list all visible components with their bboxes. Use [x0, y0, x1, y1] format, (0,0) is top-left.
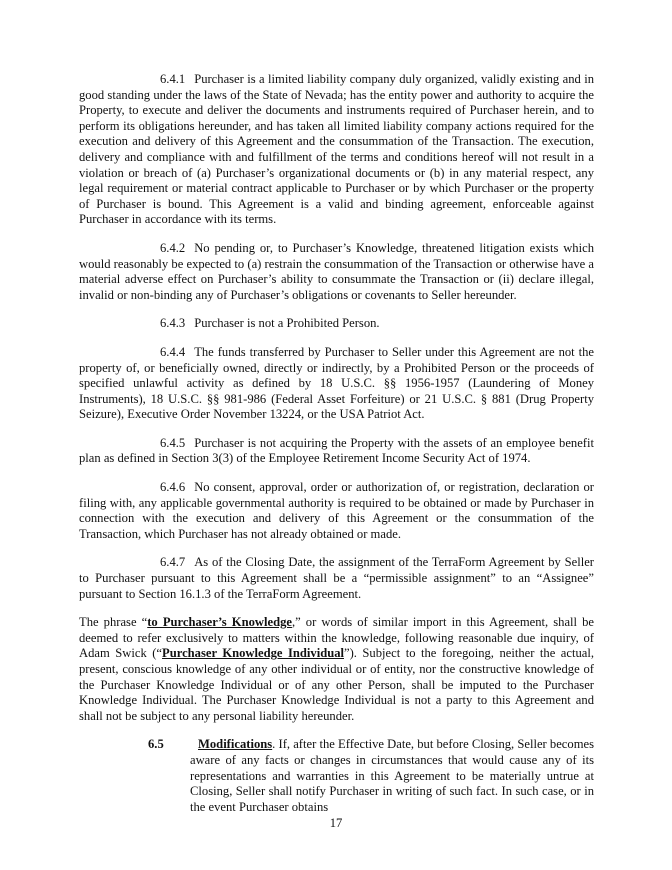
- clause-text: The funds transferred by Purchaser to Seller under this Agreement are not the property of, or beneficially owned, directly or indirectly, by a Prohibited Person or the proceeds of specified unlawful activity as defined by 18 U.S.C. §§ 1956-1957 (Laundering of Money Instruments), 18 U.S.C. §§ 981-986 (Federal Asset Forfeiture) or 21 U.S.C. § 881 (Drug Property Seizure), Executive Order November 13224, or the USA Patriot Act.: [79, 344, 594, 422]
- section-heading: Modifications: [198, 737, 273, 752]
- clause-text: No consent, approval, order or authorization of, or registration, declaration or filing with, any applicable governmental authority is required to be obtained or made by Purchaser in connection with the execution and delivery of this Agreement or the consummation of the Transaction, which Purchaser has not already obtained or made.: [79, 480, 594, 541]
- clause-number: 6.4.6: [160, 480, 186, 495]
- section-number: 6.5: [148, 737, 164, 752]
- paragraph-knowledge-definition: [79, 615, 594, 724]
- clause-text: Purchaser is not acquiring the Property with the assets of an employee benefit plan as defined in Section 3(3) of the Employee Retirement Income Security Act of 1974.: [79, 435, 594, 466]
- clause-text: Purchaser is a limited liability company duly organized, validly existing and in good standing under the laws of the State of Nevada; has the entity power and authority to acquire the Property, to execute and deliver the documents and instruments required of Purchaser herein, and to perform its obligations hereunder, and has taken all limited liability company actions required for the execution and delivery of this Agreement and the consummation of the Transaction. The execution, delivery and compliance with and fulfillment of the terms and conditions hereof will not result in a violation or breach of (a) Purchaser’s organizational documents or (b) in any material respect, any legal requirement or material contract applicable to Purchaser or by which Purchaser or the property of Purchaser is bound. This Agreement is a valid and binding agreement, enforceable against Purchaser in accordance with its terms.: [79, 72, 594, 227]
- paragraph-6-4-4: [79, 345, 594, 423]
- clause-text: As of the Closing Date, the assignment of the TerraForm Agreement by Seller to Purchaser pursuant to this Agreement shall be a “permissible assignment” to an “Assignee” pursuant to Section 16.1.3 of the TerraForm Agreement.: [79, 555, 594, 601]
- paragraph-6-4-1: [79, 72, 594, 228]
- clause-number: 6.4.1: [160, 72, 186, 86]
- clause-number: 6.4.2: [160, 240, 186, 255]
- section-body: . If, after the Effective Date, but before Closing, Seller becomes aware of any facts or changes in circumstances that would cause any of its representations and warranties in this Agreement to be materially untrue at Closing, Seller shall notify Purchaser in writing of such fact. In such case, or in the event Purchaser obtains: [190, 737, 594, 814]
- section-6-5-text: [148, 737, 594, 815]
- defined-term-purchasers-knowledge: to Purchaser’s Knowledge: [147, 615, 292, 630]
- clause-text: No pending or, to Purchaser’s Knowledge, threatened litigation exists which would reasonably be expected to (a) restrain the consummation of the Transaction or otherwise have a material adverse effect on Purchaser’s ability to consummate the Transaction or (ii) declare illegal, invalid or non-binding any of Purchaser’s obligations or covenants to Seller hereunder.: [79, 240, 594, 302]
- defined-term-knowledge-individual: Purchaser Knowledge Individual: [162, 646, 344, 661]
- text-segment: ,” or words of similar import in this Agreement, shall be deemed to refer exclusively to matters within the knowledge, following reasonable due inquiry, of Adam Swick (“: [79, 615, 595, 661]
- paragraph-6-4-2: [79, 241, 594, 303]
- clause-number: 6.4.5: [160, 435, 186, 450]
- clause-text: Purchaser is not a Prohibited Person.: [194, 316, 380, 331]
- paragraph-6-4-7: [79, 555, 594, 602]
- clause-number: 6.4.3: [160, 316, 186, 331]
- text-segment: ”). Subject to the foregoing, neither the actual, present, conscious knowledge of any other individual or of entity, nor the constructive knowledge of the Purchaser Knowledge Individual or of any other Person, shall be imputed to the Purchaser Knowledge Individual. The Purchaser Knowledge Individual is not a party to this Agreement and shall not be subject to any personal liability hereunder.: [79, 646, 594, 723]
- page-number: 17: [329, 816, 343, 830]
- paragraph-6-4-5: [79, 436, 594, 467]
- paragraph-6-4-6: [79, 480, 594, 542]
- clause-number: 6.4.4: [160, 344, 186, 359]
- paragraph-6-4-3: [79, 316, 594, 332]
- text-segment: The phrase “: [79, 615, 148, 630]
- section-6-5: [79, 737, 594, 815]
- clause-number: 6.4.7: [160, 555, 186, 570]
